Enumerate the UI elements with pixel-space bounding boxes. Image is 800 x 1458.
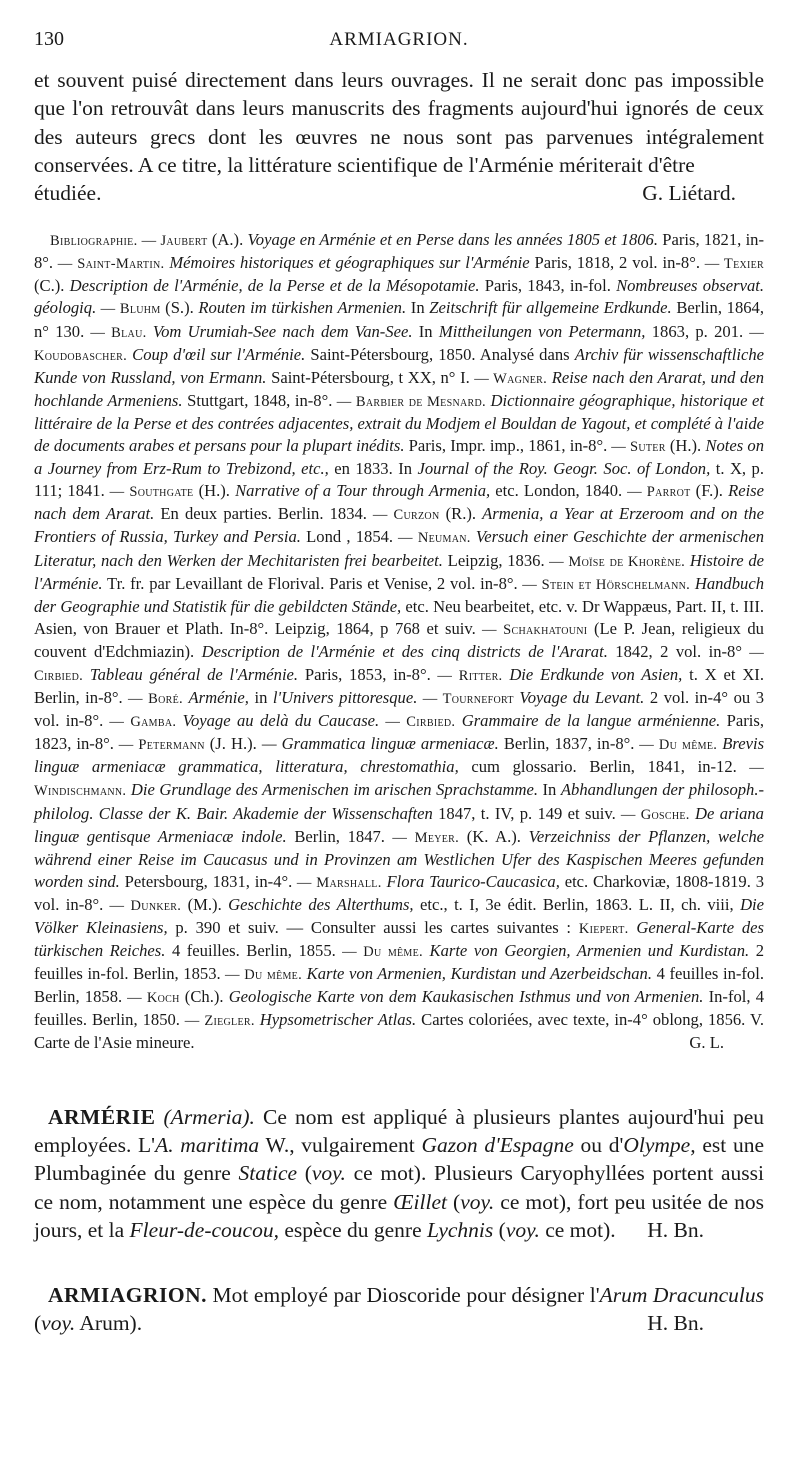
biblio-title: Verzeichniss der Pflanzen, welche während einer Reise im Caucasus und in Provinzen am Westlichen Ufer des Kaspischen Meeres gefunden worden sind. bbox=[34, 826, 765, 891]
biblio-author: — Jaubert bbox=[137, 233, 208, 250]
biblio-title: Flora Taurico-Caucasica, bbox=[386, 871, 560, 891]
biblio-title: Voyage du Levant. bbox=[519, 688, 645, 708]
biblio-author: — Saint-Martin. bbox=[53, 256, 165, 273]
biblio-author: — Stein et Hörschelmann. bbox=[517, 576, 691, 593]
biblio-title: Versuch einer Geschichte der armenischen Literatur, nach den Werken der Mechitaristen frei bearbeitet. bbox=[34, 527, 764, 570]
biblio-publication: Saint-Pétersbourg, t XX, n° I. bbox=[266, 367, 470, 387]
biblio-title: Hypsometrischer Atlas. bbox=[259, 1010, 417, 1030]
entry-text: A. maritima bbox=[155, 1132, 260, 1157]
biblio-title: Armenia, a Year at Erzeroom and on the Frontiers of Russia, Turkey and Persia. bbox=[34, 504, 764, 547]
entry-text: ( bbox=[34, 1311, 42, 1335]
biblio-detail: (K. A.). bbox=[459, 826, 529, 846]
biblio-detail: (S.). bbox=[160, 298, 199, 318]
biblio-title: Description de l'Arménie, de la Perse et de la Mésopotamie. bbox=[69, 276, 480, 296]
biblio-publication: Paris, 1818, 2 vol. in-8°. bbox=[529, 253, 701, 273]
biblio-detail: (J. H.). bbox=[204, 734, 262, 754]
biblio-publication: etc. Neu bearbeitet, etc. v. Dr Wappæus, Part. II, t. III. Asien, von Brauer et Plath. In-8°. Leipzig, 1864, p 768 et suiv. bbox=[34, 596, 764, 638]
biblio-author: — Petermann bbox=[113, 737, 205, 754]
bibliography-items bbox=[34, 230, 764, 1052]
page-header bbox=[34, 28, 764, 60]
biblio-publication: 1847, t. IV, p. 149 et suiv. bbox=[432, 803, 616, 823]
biblio-author: — Koudobascher. bbox=[34, 324, 764, 364]
biblio-author: — Southgate bbox=[104, 484, 194, 501]
biblio-title: Voyage au delà du Caucase. bbox=[182, 711, 380, 731]
biblio-title: Geschichte des Alterthums, bbox=[228, 894, 414, 914]
biblio-detail: (Le P. Jean, religieux du couvent d'Edchmiazin). bbox=[34, 618, 764, 661]
biblio-publication: In bbox=[412, 321, 439, 341]
entry-text: Olympe, bbox=[623, 1132, 696, 1157]
biblio-title: Arménie, bbox=[188, 688, 249, 708]
biblio-publication: Berlin, 1847. bbox=[286, 826, 385, 846]
biblio-title: Grammaire de la langue arménienne. bbox=[461, 711, 721, 731]
lead-text: et souvent puisé directement dans leurs ouvrages. Il ne serait donc pas impossible que l'on retrouvât dans leurs manuscrits des fragments aujourd'hui ignorés de ceux des auteurs grecs dont les œuvres ne nous sont pas parvenues intégralement conservées. A ce titre, la littérature scientifique de l'Arménie mériterait d'être bbox=[34, 68, 764, 177]
biblio-publication: 4 feuilles. Berlin, 1855. bbox=[165, 941, 336, 961]
biblio-author: — Blau. bbox=[84, 324, 147, 341]
entry-text: Lychnis bbox=[427, 1218, 494, 1243]
biblio-publication: Leipzig, 1836. bbox=[442, 550, 545, 570]
biblio-author: — Cirbied. bbox=[34, 644, 764, 684]
entry-headword: ARMIAGRION. bbox=[48, 1282, 207, 1307]
biblio-publication: Cartes coloriées, avec texte, in-4° oblong, 1856. V. Carte de l'Asie mineure. bbox=[34, 1010, 765, 1053]
entry-text: voy. bbox=[311, 1161, 346, 1186]
entry-text: Ce nom est appliqué à plusieurs plantes aujourd'hui peu employées. L' bbox=[34, 1104, 764, 1157]
biblio-title: General-Karte des türkischen Reiches. bbox=[34, 918, 765, 961]
biblio-publication: 2 feuilles in-fol. Berlin, 1853. bbox=[34, 941, 765, 984]
biblio-title: Description de l'Arménie et des cinq districts de l'Ararat. bbox=[201, 641, 608, 661]
biblio-title: Abhandlungen der philosoph.-philolog. Classe der K. Bair. Akademie der Wissenschaften bbox=[34, 780, 765, 823]
biblio-author: — Marshall. bbox=[292, 874, 382, 891]
biblio-detail bbox=[83, 665, 90, 684]
biblio-author: — Wagner. bbox=[469, 370, 548, 387]
entry-text: ( bbox=[447, 1189, 461, 1214]
entry-text: voy. bbox=[505, 1218, 540, 1243]
entry-text: est une Plumbaginée du genre bbox=[34, 1132, 764, 1186]
biblio-title: Dictionnaire géographique, historique et littéraire de la Perse et des contrées adjacentes, extrait du Modjem el Bouldan de Yagout, et complété à l'aide de documents arabes et persans pour la plupart inédits. bbox=[34, 390, 764, 456]
running-head: ARMIAGRION. bbox=[329, 29, 469, 50]
biblio-author: Kiepert. bbox=[578, 921, 629, 937]
biblio-title: Coup d'œil sur l'Arménie. bbox=[132, 344, 306, 364]
bibliography-signature: G. L. bbox=[689, 1033, 724, 1053]
entry-text: Mot employé par Dioscoride pour désigner l' bbox=[206, 1282, 600, 1307]
entry-gloss: (Armeria). bbox=[155, 1104, 255, 1129]
biblio-detail: (A.). bbox=[207, 230, 248, 250]
biblio-detail: (M.). bbox=[181, 894, 229, 914]
biblio-title: Routen im türkishen Armenien. bbox=[198, 298, 407, 318]
biblio-publication: In-fol, 4 feuilles. Berlin, 1850. bbox=[34, 987, 765, 1030]
bibliography bbox=[34, 229, 764, 1054]
biblio-author: — Barbier de Mesnard. bbox=[332, 393, 486, 410]
dictionary-entries bbox=[34, 1103, 764, 1338]
entry-text: ce mot). Plusieurs Caryophyllées portent aussi ce nom, notamment une espèce du genre bbox=[34, 1161, 764, 1214]
biblio-title: Reise nach dem Ararat. bbox=[34, 481, 764, 524]
biblio-detail: (F.). bbox=[690, 481, 729, 501]
entry-signature: H. Bn. bbox=[647, 1311, 704, 1335]
biblio-title: l'Univers pittoresque. bbox=[272, 688, 418, 708]
biblio-publication: 2 vol. in-4° ou 3 vol. in-8°. bbox=[34, 688, 765, 731]
biblio-publication: Petersbourg, 1831, in-4°. bbox=[119, 871, 293, 891]
biblio-publication: t. X, p. 111; 1841. bbox=[34, 459, 764, 501]
biblio-publication: Paris, 1821, in-8°. bbox=[34, 230, 764, 273]
biblio-publication: etc. Charkoviæ, 1808-1819. 3 vol. in-8°. bbox=[34, 871, 765, 914]
biblio-title: Notes on a Journey from Erz-Rum to Trebizond, etc., bbox=[34, 436, 764, 479]
biblio-publication: t. X et XI. Berlin, in-8°. bbox=[34, 664, 764, 708]
biblio-author: — Gamba. bbox=[103, 714, 177, 731]
biblio-author: — Ritter. bbox=[430, 667, 503, 684]
entry-text: voy. bbox=[460, 1189, 495, 1214]
biblio-publication: Lond , 1854. bbox=[300, 527, 394, 547]
biblio-detail: (H.). bbox=[193, 481, 236, 501]
biblio-publication: etc., t. I, 3e édit. Berlin, 1863. L. II, ch. viii, bbox=[413, 894, 741, 914]
biblio-title: Nombreuses observat. géologiq. bbox=[34, 276, 764, 318]
biblio-author: — Meyer. bbox=[384, 829, 460, 846]
biblio-author: — Neuman. bbox=[393, 530, 471, 547]
biblio-author: — Gosche. bbox=[615, 806, 690, 823]
biblio-title: De ariana linguæ gentisque Armeniacæ indole. bbox=[34, 803, 764, 846]
lead-paragraph bbox=[34, 66, 764, 179]
entry-text: Gazon d'Espagne bbox=[421, 1132, 574, 1157]
biblio-title: — Grammatica linguæ armeniacæ. bbox=[261, 734, 499, 754]
biblio-title: Tableau général de l'Arménie. bbox=[89, 664, 299, 684]
biblio-author: — Du même. bbox=[335, 944, 423, 961]
entry-text: ( bbox=[297, 1161, 312, 1186]
biblio-author: — Curzon bbox=[366, 507, 440, 524]
page-number: 130 bbox=[34, 28, 64, 50]
biblio-title: Die Grundlage des Armenischen im arischen Sprachstamme. bbox=[130, 780, 538, 800]
entry-signature: H. Bn. bbox=[647, 1218, 704, 1243]
biblio-publication: Stuttgart, 1848, in-8°. bbox=[182, 390, 333, 410]
biblio-detail: (H.). bbox=[665, 436, 706, 456]
biblio-title: Brevis linguæ armeniacæ grammatica, litteratura, chrestomathia, bbox=[34, 734, 765, 777]
entry-text: ce mot), fort peu usitée de nos jours, et la bbox=[34, 1189, 764, 1243]
biblio-publication: cum glossario. Berlin, 1841, in-12. bbox=[458, 757, 737, 777]
entry-text: ( bbox=[493, 1218, 506, 1243]
biblio-author: — Suter bbox=[607, 439, 666, 456]
biblio-publication: Paris, 1853, in-8°. bbox=[298, 664, 431, 684]
biblio-title: Geologische Karte von dem Kaukasischen Isthmus und von Armenien. bbox=[228, 987, 704, 1007]
entry-text: ce mot). bbox=[539, 1218, 616, 1243]
biblio-author: — Cirbied. bbox=[379, 714, 456, 731]
biblio-title: Journal of the Roy. Geogr. Soc. of London, bbox=[417, 459, 711, 479]
lead-last-word: étudiée. bbox=[34, 181, 102, 206]
entry-text: Œillet bbox=[393, 1189, 447, 1214]
bibliography-label: Bibliographie. bbox=[50, 233, 138, 250]
dictionary-entry bbox=[34, 1103, 764, 1245]
lead-closing bbox=[34, 179, 764, 207]
biblio-title: Mittheilungen von Petermann, bbox=[438, 321, 646, 341]
biblio-publication: Saint-Pétersbourg, 1850. Analysé dans bbox=[305, 344, 575, 364]
biblio-publication: 4 feuilles in-fol. Berlin, 1858. bbox=[34, 964, 764, 1007]
biblio-publication: Paris, 1823, in-8°. bbox=[34, 711, 764, 754]
biblio-author: — Dunker. bbox=[103, 897, 182, 914]
entry-text: Arum Dracunculus bbox=[599, 1282, 764, 1307]
entry-headword: ARMÉRIE bbox=[48, 1104, 156, 1129]
biblio-title: Die Völker Kleinasiens, bbox=[34, 894, 765, 937]
biblio-title: Karte von Georgien, Armenien und Kurdistan. bbox=[429, 941, 750, 961]
biblio-publication: Paris, 1843, in-fol. bbox=[479, 276, 617, 296]
biblio-author: — Du même. bbox=[220, 967, 303, 984]
biblio-publication: p. 390 et suiv. — Consulter aussi les cartes suivantes : bbox=[167, 918, 579, 937]
biblio-author: — Schakhatouni bbox=[475, 621, 588, 638]
entry-text: Statice bbox=[238, 1161, 298, 1186]
biblio-detail: (C.). bbox=[34, 276, 70, 296]
biblio-detail: (Ch.). bbox=[179, 987, 229, 1007]
biblio-publication: 1863, p. 201. bbox=[645, 321, 744, 341]
entry-text: voy. bbox=[41, 1311, 76, 1335]
biblio-title: Archiv für wissenschaftliche Kunde von Russland, von Ermann. bbox=[34, 344, 764, 387]
biblio-title: Narrative of a Tour through Armenia, bbox=[235, 481, 491, 501]
entry-text: Fleur-de-coucou, bbox=[129, 1218, 279, 1243]
entry-text: espèce du genre bbox=[278, 1218, 428, 1243]
biblio-author: — Boré. bbox=[122, 691, 183, 708]
biblio-publication: En deux parties. Berlin. 1834. bbox=[154, 504, 367, 524]
biblio-publication: etc. London, 1840. bbox=[490, 481, 623, 501]
entry-text: W., vulgairement bbox=[259, 1132, 422, 1157]
biblio-title: Handbuch der Geographie und Statistik für die gebildcten Stände, bbox=[34, 573, 764, 616]
biblio-author: — Tournefort bbox=[417, 691, 514, 708]
biblio-author: — Koch bbox=[122, 990, 180, 1007]
biblio-publication: en 1833. In bbox=[328, 459, 418, 479]
biblio-publication: In bbox=[406, 298, 430, 318]
biblio-publication: 1842, 2 vol. in-8° bbox=[607, 641, 742, 661]
biblio-title: Histoire de l'Arménie. bbox=[34, 550, 764, 593]
biblio-title: Mémoires historiques et géographiques sur l'Arménie bbox=[169, 253, 530, 273]
biblio-publication: In bbox=[538, 780, 561, 800]
biblio-title: Karte von Armenien, Kurdistan und Azerbeidschan. bbox=[306, 964, 652, 984]
biblio-publication: Tr. fr. par Levaillant de Florival. Paris et Venise, 2 vol. in-8°. bbox=[102, 573, 518, 593]
biblio-author: — Windischmann. bbox=[34, 760, 764, 800]
biblio-title: Reise nach den Ararat, und den hochlande Armeniens. bbox=[34, 367, 765, 410]
biblio-title: Vom Urumiah-See nach dem Van-See. bbox=[152, 321, 413, 341]
entry-text: ou d' bbox=[573, 1132, 624, 1157]
lead-signature: G. Liétard. bbox=[642, 181, 736, 206]
biblio-detail: (R.). bbox=[439, 504, 483, 524]
biblio-publication: in bbox=[248, 688, 273, 708]
biblio-author: — Ziegler. bbox=[179, 1013, 255, 1030]
biblio-title: Voyage en Arménie et en Perse dans les années 1805 et 1806. bbox=[247, 230, 659, 250]
biblio-publication: Berlin, 1837, in-8°. bbox=[498, 734, 635, 754]
biblio-author: — Moïse de Khorène. bbox=[544, 553, 686, 570]
biblio-author: — Bluhm bbox=[96, 301, 161, 318]
biblio-author: — Parrot bbox=[622, 484, 691, 501]
dictionary-entry bbox=[34, 1281, 764, 1338]
biblio-publication: Berlin, 1864, n° 130. bbox=[34, 298, 764, 341]
biblio-title: Die Erdkunde von Asien, bbox=[509, 664, 683, 684]
biblio-publication: Paris, Impr. imp., 1861, in-8°. bbox=[404, 436, 608, 456]
entry-text: Arum). bbox=[75, 1311, 143, 1335]
biblio-title: Zeitschrift für allgemeine Erdkunde. bbox=[429, 298, 672, 318]
biblio-author: — Texier bbox=[700, 256, 765, 273]
biblio-author: — Du même. bbox=[634, 737, 718, 754]
